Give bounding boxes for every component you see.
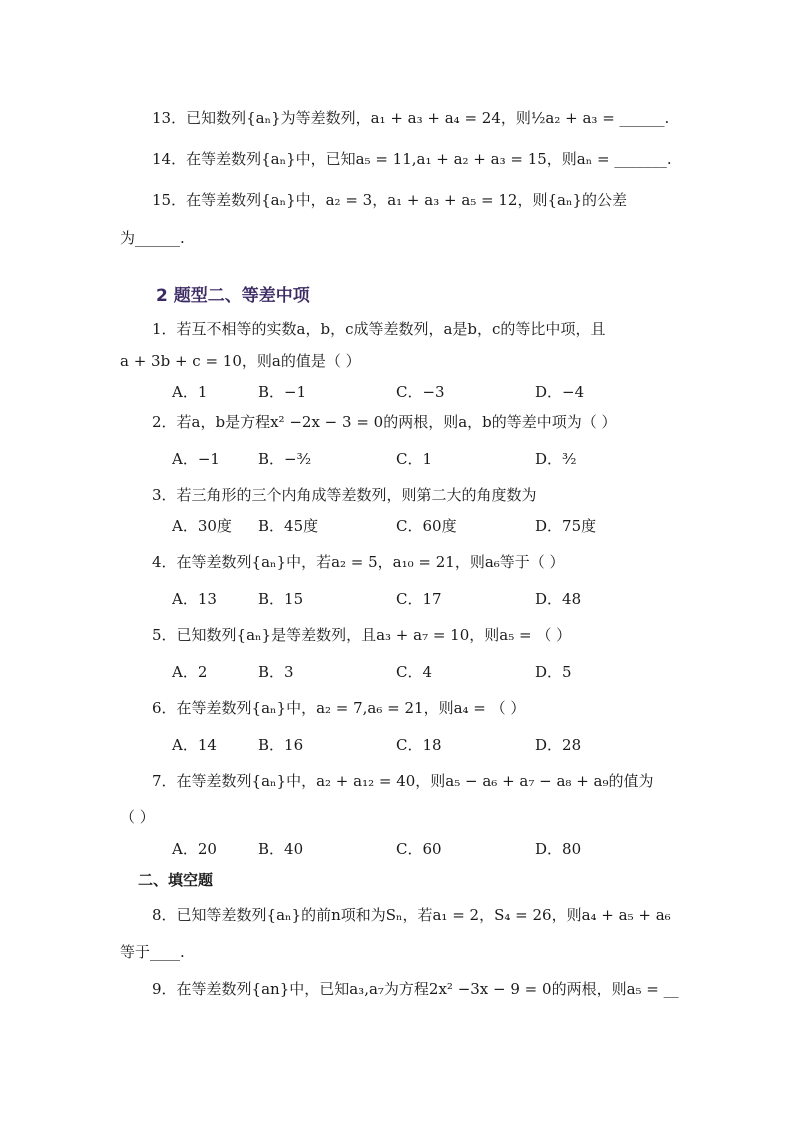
option-b: B．45度: [258, 517, 319, 535]
question-5: 5．已知数列{aₙ}是等差数列，且a₃ + a₇ = 10，则a₅ = （ ）: [152, 626, 572, 644]
question-15-line2: 为______.: [120, 229, 185, 247]
question-2: 2．若a，b是方程x² −2x − 3 = 0的两根，则a，b的等差中项为（ ）: [152, 413, 617, 431]
question-4: 4．在等差数列{aₙ}中，若a₂ = 5，a₁₀ = 21，则a₆等于（ ）: [152, 553, 565, 571]
question-15-line1: 15．在等差数列{aₙ}中，a₂ = 3，a₁ + a₃ + a₅ = 12，则{aₙ}的公差: [152, 191, 627, 209]
option-d: D．75度: [535, 517, 597, 535]
question-8-line2: 等于____.: [120, 943, 185, 961]
question-1-line2: a + 3b + c = 10，则a的值是（ ）: [120, 352, 361, 370]
option-c: C．4: [396, 663, 433, 681]
question-14: 14．在等差数列{aₙ}中，已知a₅ = 11,a₁ + a₂ + a₃ = 15，则aₙ = _______.: [152, 150, 672, 168]
option-b: B．3: [258, 663, 294, 681]
question-7-line2: （ ）: [120, 808, 155, 826]
option-b: B．−1: [258, 383, 307, 401]
section-heading: 2 题型二、等差中项: [156, 286, 310, 306]
option-d: D．28: [535, 736, 582, 754]
option-a: A．14: [172, 736, 217, 754]
option-c: C．60: [396, 840, 442, 858]
option-b: B．40: [258, 840, 304, 858]
option-d: D．48: [535, 590, 582, 608]
question-1-line1: 1．若互不相等的实数a，b，c成等差数列，a是b，c的等比中项，且: [152, 320, 606, 338]
option-d: D．5: [535, 663, 572, 681]
option-b: B．−³⁄₂: [258, 450, 312, 468]
option-c: C．−3: [396, 383, 445, 401]
question-7-line1: 7．在等差数列{aₙ}中，a₂ + a₁₂ = 40，则a₅ − a₆ + a₇ − a₈ + a₉的值为: [152, 772, 654, 790]
option-d: D．80: [535, 840, 582, 858]
option-c: C．17: [396, 590, 442, 608]
question-6: 6．在等差数列{aₙ}中，a₂ = 7,a₆ = 21，则a₄ = （ ）: [152, 699, 526, 717]
question-8-line1: 8．已知等差数列{aₙ}的前n项和为Sₙ，若a₁ = 2，S₄ = 26，则a₄ + a₅ + a₆: [152, 906, 671, 924]
option-c: C．1: [396, 450, 433, 468]
question-9: 9．在等差数列{an}中，已知a₃,a₇为方程2x² −3x − 9 = 0的两根，则a₅ = __: [152, 980, 679, 998]
option-c: C．18: [396, 736, 442, 754]
option-a: A．30度: [172, 517, 232, 535]
option-d: D．³⁄₂: [535, 450, 577, 468]
option-a: A．−1: [172, 450, 220, 468]
question-3: 3．若三角形的三个内角成等差数列，则第二大的角度数为: [152, 486, 537, 504]
option-b: B．15: [258, 590, 304, 608]
question-13: 13．已知数列{aₙ}为等差数列，a₁ + a₃ + a₄ = 24，则½a₂ + a₃ = ______.: [152, 109, 670, 127]
option-c: C．60度: [396, 517, 457, 535]
option-d: D．−4: [535, 383, 585, 401]
option-a: A．13: [172, 590, 217, 608]
option-a: A．2: [172, 663, 208, 681]
option-b: B．16: [258, 736, 304, 754]
option-a: A．20: [172, 840, 217, 858]
option-a: A．1: [172, 383, 208, 401]
fill-in-heading: 二、填空题: [138, 871, 214, 889]
